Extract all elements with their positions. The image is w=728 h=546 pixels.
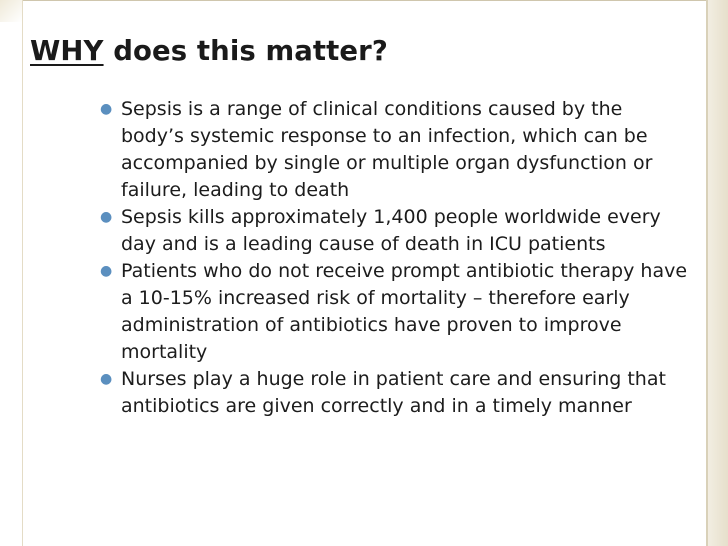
bullet-dot-icon: ●: [100, 209, 113, 225]
bullet-text: Nurses play a huge role in patient care and ensuring that antibiotics are given correctly and in a timely manner: [121, 368, 666, 417]
bullet-item: [100, 258, 690, 366]
bullet-dot-icon: ●: [100, 371, 113, 387]
bullet-item: [100, 96, 690, 204]
bullet-item: [100, 204, 690, 258]
bullet-list: [100, 96, 690, 420]
bullet-text: Patients who do not receive prompt antibiotic therapy have a 10-15% increased risk of mortality – therefore early administration of antibiotics have proven to improve mortality: [121, 260, 688, 363]
title-rest: does this matter?: [103, 35, 388, 67]
right-decorative-band: [706, 0, 728, 546]
bullet-text: Sepsis is a range of clinical conditions caused by the body’s systemic response to an infection, which can be accompanied by single or multiple organ dysfunction or failure, leading to death: [121, 98, 653, 201]
corner-decoration: [0, 0, 22, 22]
bullet-dot-icon: ●: [100, 101, 113, 117]
left-frame-line: [22, 0, 23, 546]
bullet-item: [100, 366, 690, 420]
title-emphasis: WHY: [30, 35, 104, 67]
slide-title: [30, 35, 388, 67]
top-frame-line: [22, 0, 728, 1]
bullet-text: Sepsis kills approximately 1,400 people worldwide every day and is a leading cause of death in ICU patients: [121, 206, 661, 255]
bullet-dot-icon: ●: [100, 263, 113, 279]
